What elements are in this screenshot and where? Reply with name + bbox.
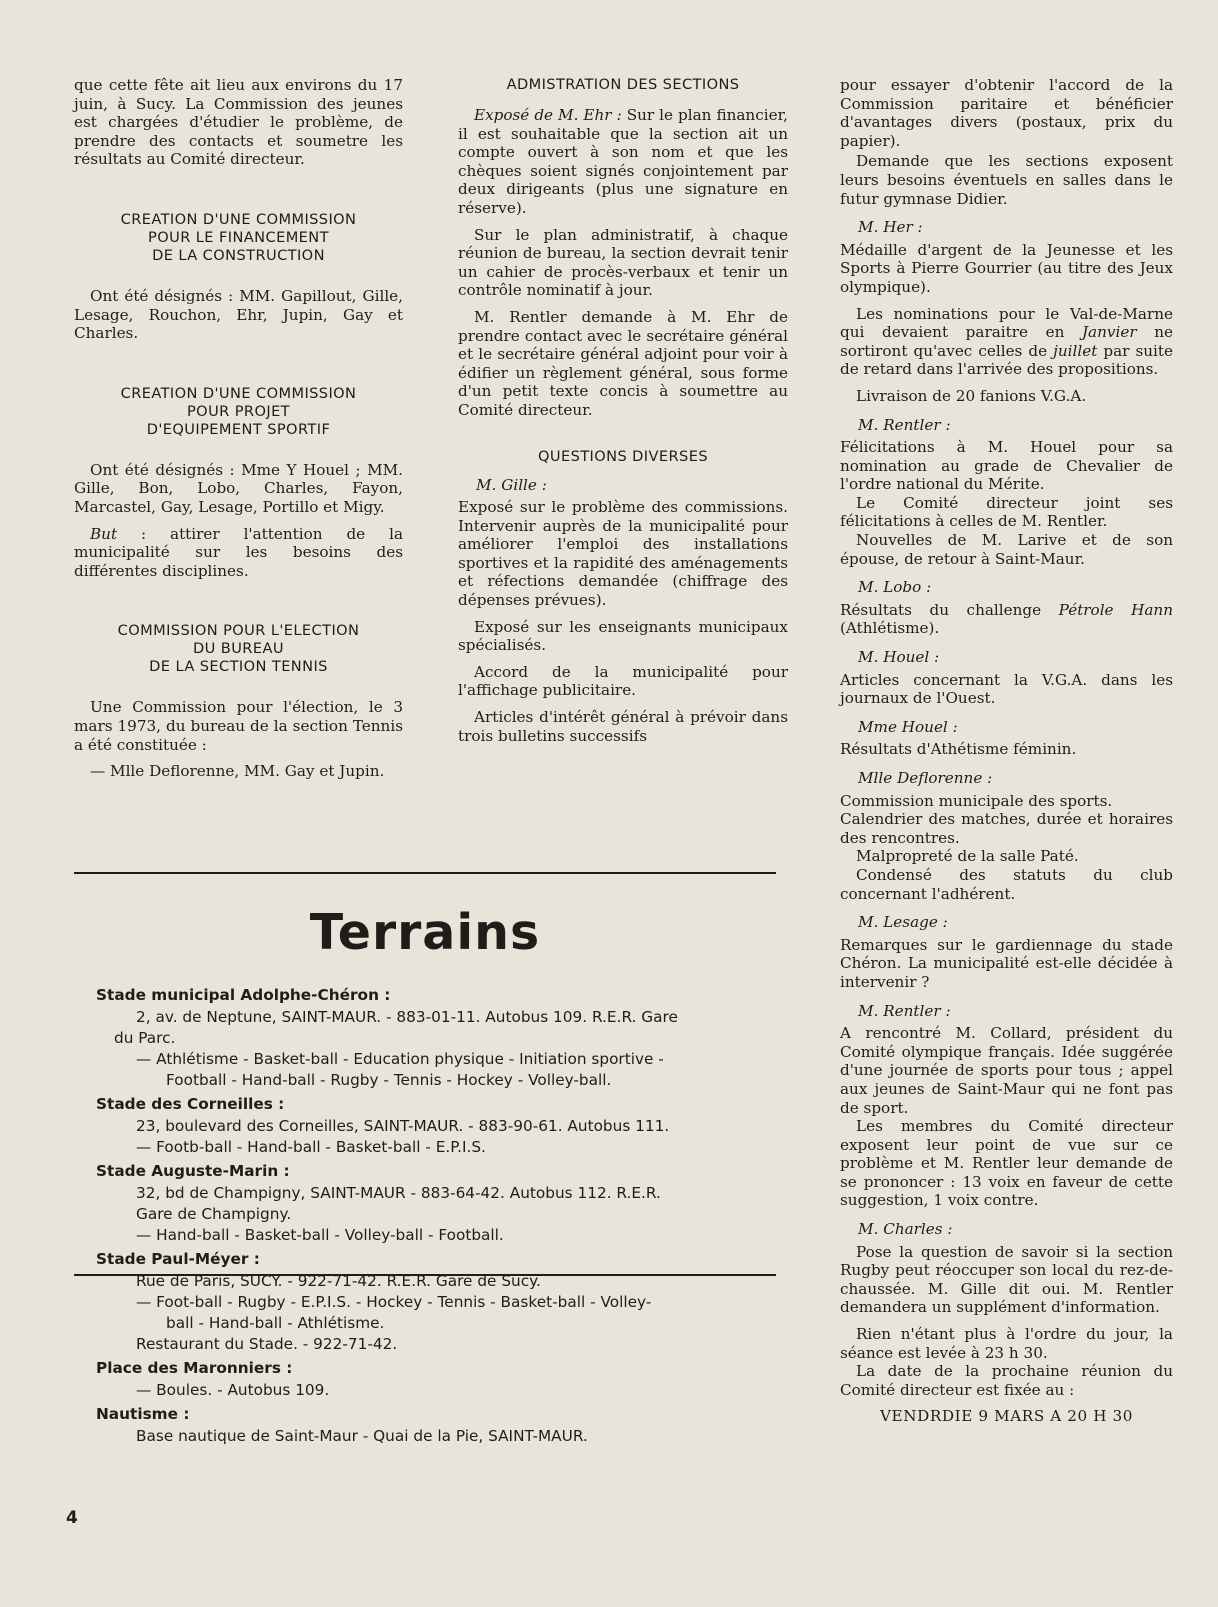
speaker-her: M. Her : [858, 218, 923, 237]
column-middle [458, 76, 788, 753]
rentler2-text: A rencontré M. Collard, président du Comité olympique français. Idée suggérée d'une journée de sports pour tous ; appel aux jeunes de Saint-Maur qui ne font pas de sport. [840, 1024, 1173, 1117]
rentler-paragraph: M. Rentler demande à M. Ehr de prendre contact avec le secrétaire général et le secrétaire général adjoint pour voir à édifier un règlement général, sous forme d'un petit texte concis à soumettre au Comité directeur. [458, 307, 788, 419]
venue-line: — Foot-ball - Rugby - E.P.I.S. - Hockey - Tennis - Basket-ball - Volley- [136, 1293, 652, 1311]
accord-text: Accord de la municipalité pour l'affichage publicitaire. [458, 662, 788, 700]
speaker-lobo: M. Lobo : [858, 578, 932, 597]
venue-line: ball - Hand-ball - Athlétisme. [166, 1314, 385, 1332]
defl-text2: Calendrier des matches, durée et horaires des rencontres. [840, 810, 1173, 847]
ehr-paragraph: Exposé de M. Ehr : Sur le plan financier, il est souhaitable que la section ait un compte ouvert à son nom et que les chèques soient signés conjointement par deux dirigeants (plus une signature en réserve). [458, 106, 788, 217]
rentler1-text2: Le Comité directeur joint ses félicitations à celles de M. Rentler. [840, 493, 1173, 531]
venue-paul-meyer: Stade Paul-Méyer : [96, 1250, 260, 1268]
column-left [74, 76, 403, 789]
fin-text: Rien n'étant plus à l'ordre du jour, la séance est levée à 23 h 30. [840, 1325, 1173, 1362]
charles-text: Pose la question de savoir si la section Rugby peut réoccuper son local du rez-de-chaussée. M. Gille dit oui. M. Rentler demandera un supplément d'information. [840, 1242, 1173, 1317]
venue-line: — Boules. - Autobus 109. [136, 1381, 330, 1399]
venue-corneilles: Stade des Corneilles : [96, 1095, 285, 1113]
equipement-text: Ont été désignés : Mme Y Houel ; MM. Gille, Bon, Lobo, Charles, Fayon, Marcastel, Gay, Lesage, Portillo et Migy. [74, 460, 403, 516]
livraison-text: Livraison de 20 fanions V.G.A. [856, 386, 1087, 405]
speaker-lesage: M. Lesage : [858, 913, 948, 932]
but-paragraph: But : attirer l'attention de la municipalité sur les besoins des différentes disciplines. [74, 524, 403, 580]
heading-equipement: CREATION D'UNE COMMISSION POUR PROJET D'EQUIPEMENT SPORTIF [120, 384, 357, 438]
speaker-deflorenne: Mlle Deflorenne : [858, 769, 993, 787]
venue-line: Base nautique de Saint-Maur - Quai de la Pie, SAINT-MAUR. [136, 1427, 588, 1445]
venue-line: du Parc. [114, 1029, 176, 1047]
houel-text: Articles concernant la V.G.A. dans les journaux de l'Ouest. [840, 670, 1173, 708]
speaker-rentler-2: M. Rentler : [858, 1001, 951, 1020]
speaker-houel: M. Houel : [858, 648, 940, 667]
meeting-date: VENDRDIE 9 MARS A 20 H 30 [879, 1407, 1134, 1426]
financement-text: Ont été désignés : MM. Gapillout, Gille, Lesage, Rouchon, Ehr, Jupin, Gay et Charles. [74, 286, 403, 343]
venue-adolphe-cheron: Stade municipal Adolphe-Chéron : [96, 986, 391, 1004]
enseignants-text: Exposé sur les enseignants municipaux spécialisés. [458, 617, 788, 655]
her-text: Médaille d'argent de la Jeunesse et les Sports à Pierre Gourrier (au titre des Jeux olympique). [840, 240, 1173, 296]
venue-line: 23, boulevard des Corneilles, SAINT-MAUR. - 883-90-61. Autobus 111. [136, 1117, 670, 1135]
intro-paragraph: que cette fête ait lieu aux environs du 17 juin, à Sucy. La Commission des jeunes est chargées d'étudier le problème, de prendre des contacts et soumetre les résultats au Comité directeur. [74, 76, 403, 169]
nominations-text: Les nominations pour le Val-de-Marne qui devaient paraitre en Janvier ne sortiront qu'avec celles de juillet par suite de retard dans l'arrivée des propositions. [840, 304, 1173, 379]
date-text: La date de la prochaine réunion du Comité directeur est fixée au : [840, 1362, 1173, 1399]
heading-financement: CREATION D'UNE COMMISSION POUR LE FINANCEMENT DE LA CONSTRUCTION [120, 210, 357, 264]
venue-line: — Hand-ball - Basket-ball - Volley-ball - Football. [136, 1226, 504, 1244]
venue-line: Football - Hand-ball - Rugby - Tennis - Hockey - Volley-ball. [166, 1071, 612, 1089]
gille-text: Exposé sur le problème des commissions. Intervenir auprès de la municipalité pour améliorer l'emploi des installations sportives et la rapidité des aménagements et réfections demandée (chiffrage des dépenses prévues). [458, 498, 788, 610]
articles-text: Articles d'intérêt général à prévoir dans trois bulletins successifs [458, 708, 788, 745]
rentler1-text: Félicitations à M. Houel pour sa nomination au grade de Chevalier de l'ordre national du Mérite. [840, 438, 1173, 494]
speaker-gille: M. Gille : [476, 475, 547, 494]
lesage-text: Remarques sur le gardiennage du stade Chéron. La municipalité est-elle décidée à intervenir ? [840, 935, 1173, 991]
terrains-title: Terrains [309, 904, 541, 961]
venue-line: — Footb-ball - Hand-ball - Basket-ball - E.P.I.S. [136, 1138, 486, 1156]
page-number: 4 [66, 1508, 78, 1528]
speaker-rentler-1: M. Rentler : [858, 415, 951, 434]
terrains-box [74, 872, 776, 1445]
venue-line: Gare de Champigny. [136, 1205, 292, 1223]
speaker-mme-houel: Mme Houel : [858, 717, 958, 736]
venues-list [96, 982, 772, 1447]
commission-paritaire-text: pour essayer d'obtenir l'accord de la Commission paritaire et bénéficier d'avantages divers (postaux, prix du papier). [840, 76, 1173, 150]
mme-houel-text: Résultats d'Athétisme féminin. [840, 740, 1077, 759]
heading-administration: ADMISTRATION DES SECTIONS [506, 76, 740, 93]
gymnase-text: Demande que les sections exposent leurs besoins éventuels en salles dans le futur gymnase Didier. [840, 152, 1173, 208]
rentler1-text3: Nouvelles de M. Larive et de son épouse, de retour à Saint-Maur. [840, 531, 1173, 568]
defl-text1: Commission municipale des sports. [840, 791, 1113, 810]
speaker-charles: M. Charles : [858, 1220, 953, 1239]
rentler2-text2: Les membres du Comité directeur exposent leur point de vue sur ce problème et M. Rentler leur demande de se prononcer : 13 voix en faveur de cette suggestion, 1 voix contre. [840, 1117, 1173, 1210]
column-right [840, 76, 1173, 1426]
defl-text3: Malpropreté de la salle Paté. [856, 847, 1079, 866]
tennis-text: Une Commission pour l'élection, le 3 mars 1973, du bureau de la section Tennis a été constituée : [74, 698, 403, 754]
lobo-text: Résultats du challenge Pétrole Hann (Athlétisme). [840, 600, 1173, 638]
venue-maronniers: Place des Maronniers : [96, 1359, 293, 1377]
heading-questions: QUESTIONS DIVERSES [537, 447, 708, 465]
defl-text4: Condensé des statuts du club concernant l'adhérent. [840, 865, 1173, 903]
venue-nautisme: Nautisme : [96, 1405, 190, 1423]
admin-paragraph: Sur le plan administratif, à chaque réunion de bureau, la section devrait tenir un cahier de procès-verbaux et tenir un contrôle nominatif à jour. [458, 225, 788, 300]
heading-tennis: COMMISSION POUR L'ELECTION DU BUREAU DE LA SECTION TENNIS [117, 622, 360, 676]
venue-line: 32, bd de Champigny, SAINT-MAUR - 883-64-42. Autobus 112. R.E.R. [136, 1184, 661, 1202]
venue-line: — Athlétisme - Basket-ball - Education physique - Initiation sportive - [136, 1050, 664, 1068]
tennis-members: — Mlle Deflorenne, MM. Gay et Jupin. [90, 762, 385, 781]
venue-line: Restaurant du Stade. - 922-71-42. [136, 1335, 398, 1353]
venue-line: Rue de Paris, SUCY. - 922-71-42. R.E.R. Gare de Sucy. [136, 1272, 541, 1290]
venue-auguste-marin: Stade Auguste-Marin : [96, 1162, 290, 1180]
venue-line: 2, av. de Neptune, SAINT-MAUR. - 883-01-11. Autobus 109. R.E.R. Gare [136, 1008, 678, 1026]
